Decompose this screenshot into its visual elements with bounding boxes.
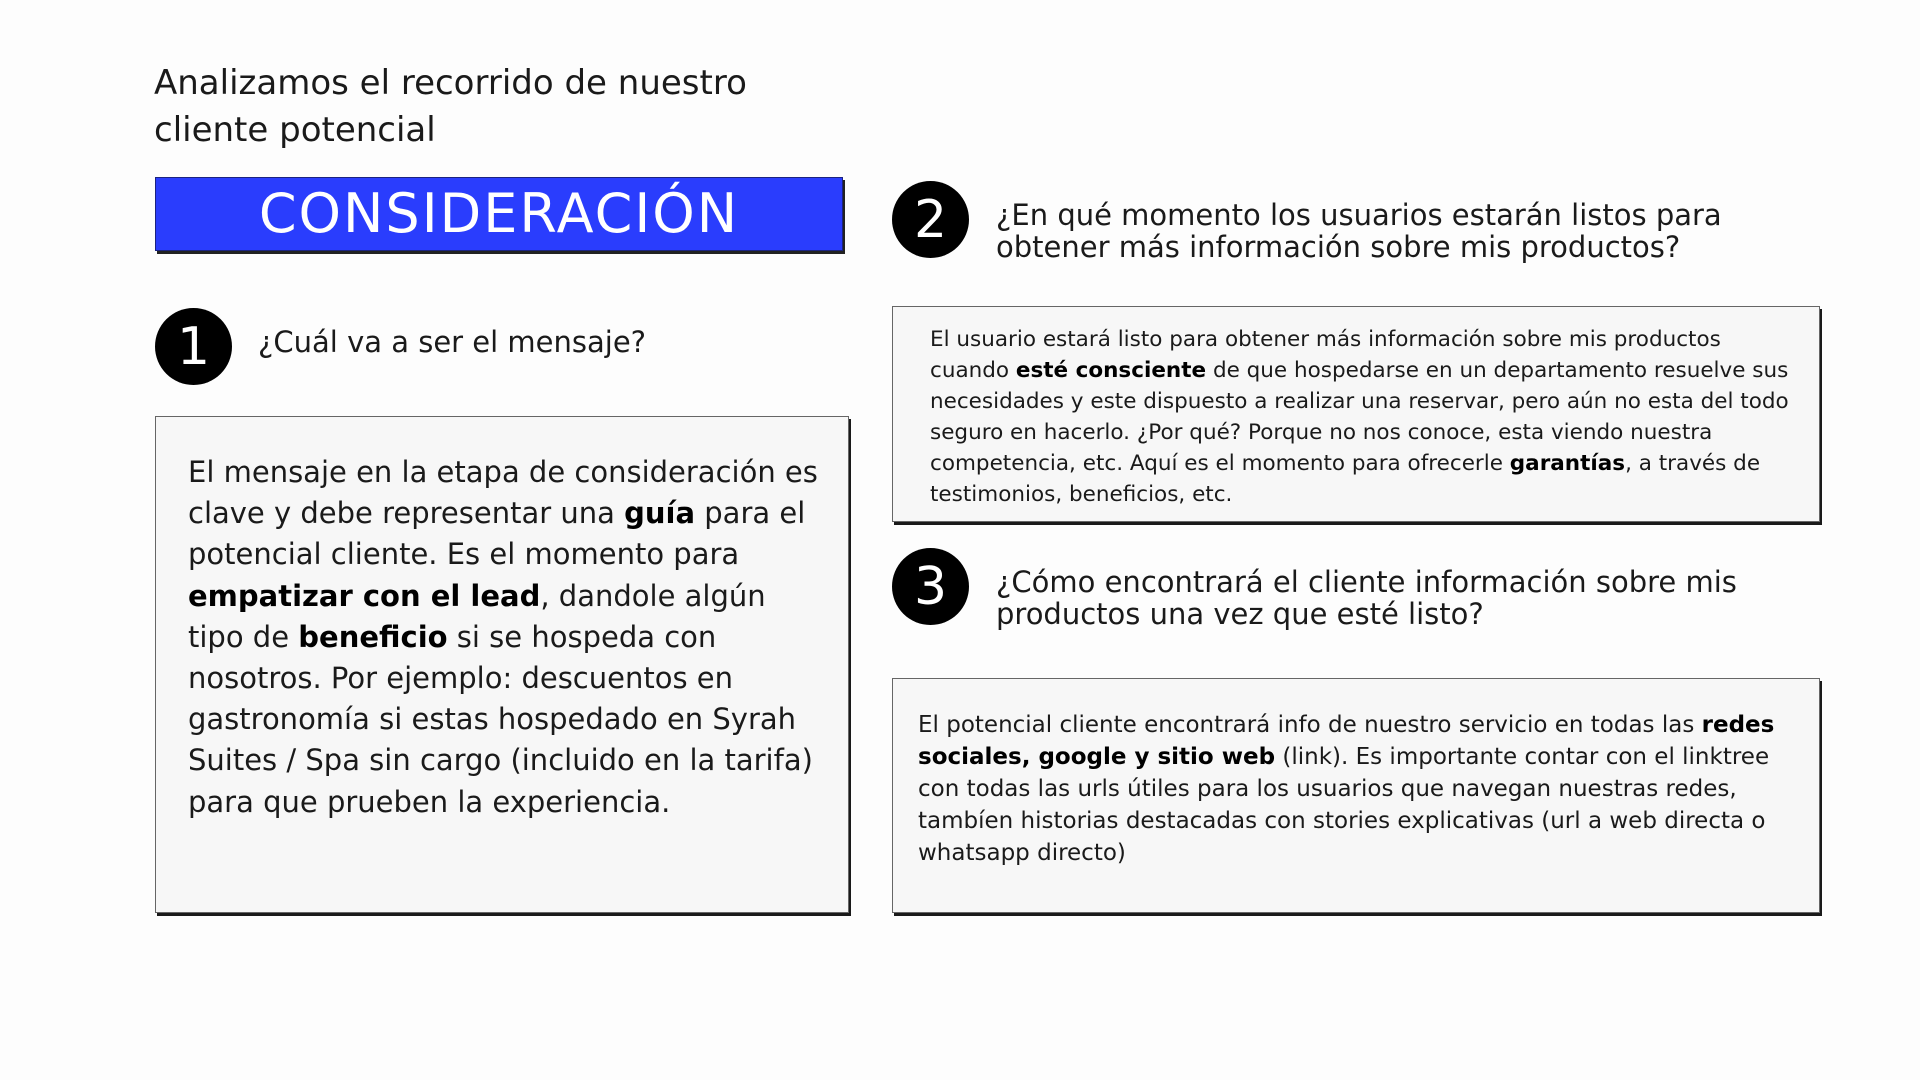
step-1-number-badge bbox=[155, 308, 232, 385]
highlight-redes-sociales: redes sociales, google y sitio web bbox=[918, 712, 1775, 770]
slide-title-line-1: Analizamos el recorrido de nuestro bbox=[154, 63, 747, 103]
step-3-answer-card bbox=[892, 678, 1820, 913]
highlight-empatizar: empatizar con el lead bbox=[188, 578, 541, 613]
step-1-answer-card bbox=[155, 416, 849, 913]
step-3-question-line-1: ¿Cómo encontrará el cliente información sobre mis bbox=[996, 565, 1737, 599]
step-2-question-line-2: obtener más información sobre mis productos? bbox=[996, 230, 1681, 264]
step-3-number-badge bbox=[892, 548, 969, 625]
slide-title-line-2: cliente potencial bbox=[154, 110, 436, 150]
step-2-answer-text: El usuario estará listo para obtener más información sobre mis productos cuando esté consciente de que hospedarse en un departamento resuelve sus necesidades y este dispuesto a realizar una reservar, pero aún no esta del todo seguro en hacerlo. ¿Por qué? Porque no nos conoce, esta viendo nuestra competencia, etc. Aquí es el momento para ofrecerle garantías, a través de testimonios, beneficios, etc. bbox=[930, 327, 1789, 507]
step-2-question-line-1: ¿En qué momento los usuarios estarán listos para bbox=[996, 198, 1722, 232]
step-3-question-line-2: productos una vez que esté listo? bbox=[996, 597, 1484, 631]
step-2-question bbox=[996, 199, 1722, 263]
highlight-guia: guía bbox=[624, 496, 696, 531]
step-1-question: ¿Cuál va a ser el mensaje? bbox=[258, 325, 647, 359]
step-1-number: 1 bbox=[176, 316, 211, 377]
highlight-garantias: garantías bbox=[1509, 451, 1626, 476]
slide-title bbox=[154, 60, 854, 154]
stage-banner-label: CONSIDERACIÓN bbox=[258, 182, 740, 245]
step-2-number: 2 bbox=[913, 189, 948, 250]
step-3-answer-text: El potencial cliente encontrará info de nuestro servicio en todas las redes sociales, google y sitio web (link). Es importante contar con el linktree con todas las urls útiles para los usuarios que navegan nuestras redes, tambíen historias destacadas con stories explicativas (url a web directa o whatsapp directo) bbox=[918, 712, 1775, 866]
highlight-este-consciente: esté consciente bbox=[1015, 358, 1207, 383]
step-2-number-badge bbox=[892, 181, 969, 258]
stage-banner bbox=[155, 177, 843, 251]
step-3-question bbox=[996, 566, 1737, 630]
step-3-number: 3 bbox=[913, 556, 948, 617]
highlight-beneficio: beneficio bbox=[298, 619, 448, 654]
step-2-answer-card bbox=[892, 306, 1820, 522]
step-1-answer-text: El mensaje en la etapa de consideración es clave y debe representar una guía para el potencial cliente. Es el momento para empatizar con el lead, dandole algún tipo de beneficio si se hospeda con nosotros. Por ejemplo: descuentos en gastronomía si estas hospedado en Syrah Suites / Spa sin cargo (incluido en la tarifa) para que prueben la experiencia. bbox=[188, 455, 818, 819]
